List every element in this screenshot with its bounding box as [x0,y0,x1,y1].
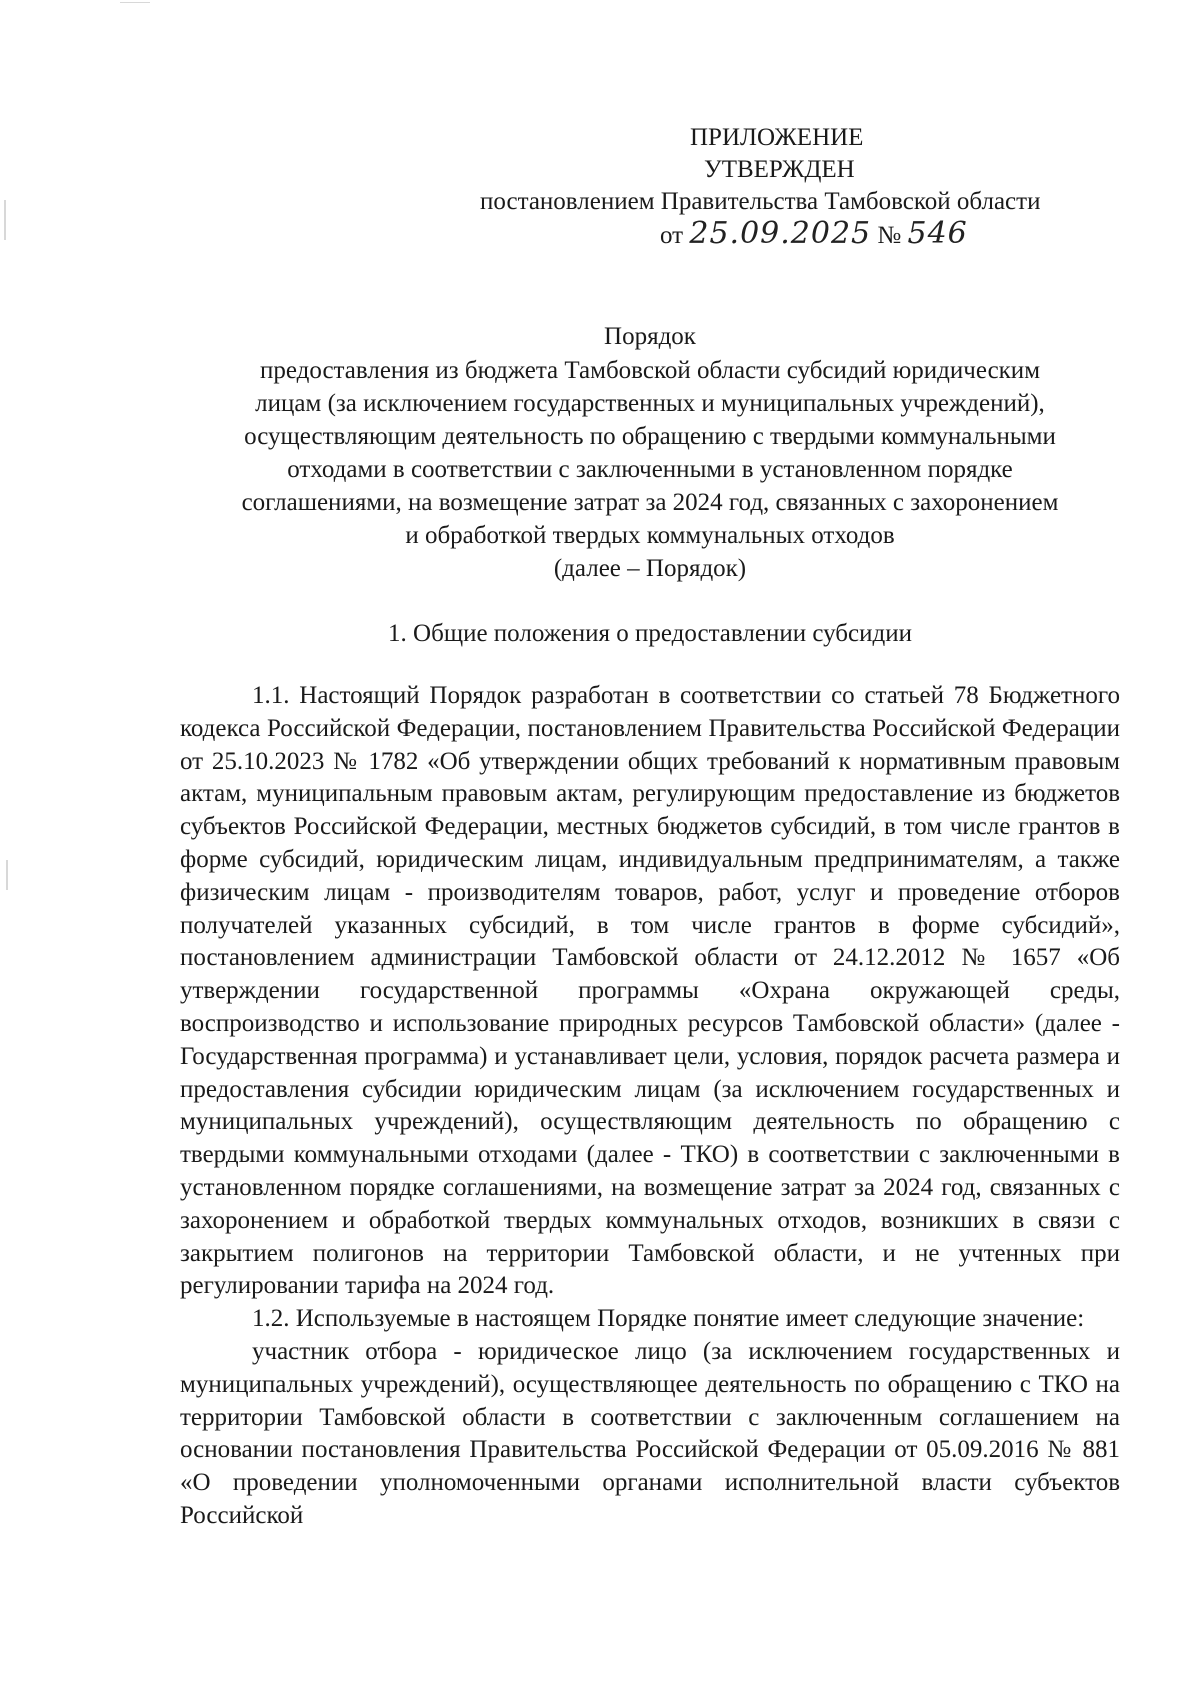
title-line: и обработкой твердых коммунальных отходов [405,522,895,549]
document-title [180,320,1120,585]
paragraph-1-1: 1.1. Настоящий Порядок разработан в соответствии со статьей 78 Бюджетного кодекса Российской Федерации, постановлением Правительства Российской Федерации от 25.10.2023 № 1782 «Об утверждении общих требований к нормативным правовым актам, муниципальным правовым актам, регулирующим предоставление из бюджетов субъектов Российской Федерации, местных бюджетов субсидий, в том числе грантов в форме субсидий, юридическим лицам, индивидуальным предпринимателям, а также физическим лицам - производителям товаров, работ, услуг и проведение отборов получателей указанных субсидий, в том числе грантов в форме субсидий», постановлением администрации Тамбовской области от 24.12.2012 № 1657 «Об утверждении государственной программы «Охрана окружающей среды, воспроизводство и использование природных ресурсов Тамбовской области» (далее - Государственная программа) и устанавливает цели, условия, порядок расчета размера и предоставления субсидии юридическим лицам (за исключением государственных и муниципальных учреждений), осуществляющим деятельность по обращению с твердыми коммунальными отходами (далее - ТКО) в соответствии с заключенными в установленном порядке соглашениями, на возмещение затрат за 2024 год, связанных с захоронением и обработкой твердых коммунальных отходов, возникших в связи с закрытием полигонов на территории Тамбовской области, и не учтенных при регулировании тарифа на 2024 год. [180,682,1120,1300]
section-1-heading: 1. Общие положения о предоставлении субсидии [388,620,912,647]
title-line: лицам (за исключением государственных и муниципальных учреждений), [255,390,1045,417]
paragraph-participant-definition: участник отбора - юридическое лицо (за исключением государственных и муниципальных учреждений), осуществляющее деятельность по обращению с ТКО на территории Тамбовской области в соответствии с заключенным соглашением на основании постановления Правительства Российской Федерации от 05.09.2016 № 881 «О проведении уполномоченными органами исполнительной власти субъектов Российской [180,1337,1120,1529]
document-body [180,680,1120,1533]
title-heading: Порядок [604,323,696,350]
stamp-approved-label: УТВЕРЖДЕН [704,156,855,183]
stamp-number-handwritten: 546 [907,216,968,251]
scan-artifact [6,860,8,890]
stamp-number-sign: № [877,222,902,249]
scan-artifact [120,2,150,3]
paragraph-1-2: 1.2. Используемые в настоящем Порядке понятие имеет следующие значение: [252,1305,1085,1333]
stamp-appendix-label: ПРИЛОЖЕНИЕ [690,124,864,151]
stamp-resolution-label: постановлением Правительства Тамбовской области [480,188,1041,215]
title-line: соглашениями, на возмещение затрат за 2024 год, связанных с захоронением [241,489,1059,516]
stamp-date-handwritten: 25.09.2025 [689,216,872,251]
title-line: (далее – Порядок) [553,555,747,582]
stamp-date-number [480,218,1140,252]
title-line: предоставления из бюджета Тамбовской области субсидий юридическим [259,357,1041,384]
approval-stamp [480,122,1140,252]
title-line: осуществляющим деятельность по обращению с твердыми коммунальными [244,423,1056,450]
stamp-from-prefix: от [660,222,684,249]
title-line: отходами в соответствии с заключенными в установленном порядке [287,456,1013,483]
scan-artifact [4,200,6,240]
